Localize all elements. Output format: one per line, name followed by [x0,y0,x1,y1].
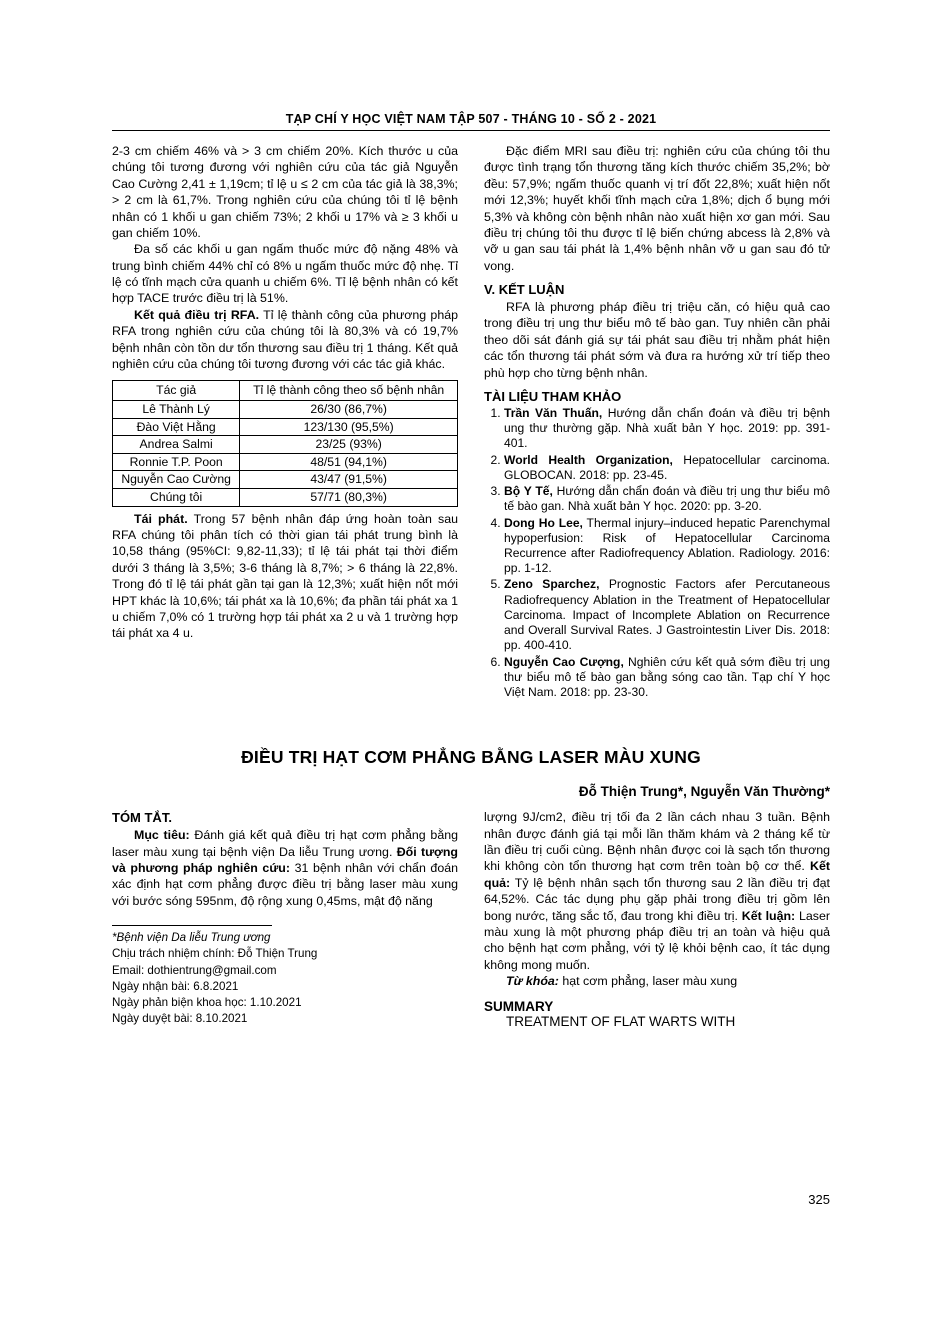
reference-author: Bộ Y Tế, [504,484,553,499]
reference-detail: Prognostic Factors afer Percutaneous Radiofrequency Ablation in the Treatment of Hepatocellular Carcinoma. Impact of Incomplete Ablation on Recurrence and Overall Survival Rates. J Gastrointestin Liver Dis. 2018: pp. 400-410. [504,577,830,653]
keywords-value: hạt cơm phẳng, laser màu xung [558,974,738,989]
reference-author: Trần Văn Thuấn, [504,405,603,420]
footnote-responsible-author: Chịu trách nhiệm chính: Đỗ Thiện Trung [112,947,318,961]
abstract-heading: TÓM TẮT. [112,810,172,826]
paragraph-lead: Mục tiêu: [134,828,190,843]
summary-title: TREATMENT OF FLAT WARTS WITH [506,1014,736,1030]
results-table [112,380,458,506]
table-cell-rate: 26/30 (86,7%) [240,400,458,418]
table-cell-author: Chúng tôi [113,489,240,507]
article-1-right-column [484,143,830,701]
reference-detail: Hướng dẫn chẩn đoán và điều trị bệnh ung thư thường gặp. Nhà xuất bản Y học. 2019: pp. 391-401. [504,405,831,451]
table-row [113,489,458,507]
paragraph: Đa số các khối u gan ngấm thuốc mức độ nặng 48% và trung bình chiếm 44% chỉ có 8% u ngấm thuốc mức độ nhẹ. Tỉ lệ có tĩnh mạch cửa quanh u chiếm 6%. Tỉ lệ bệnh nhân có kết hợp TACE trước điều trị là 51%. [112,242,458,306]
table-cell-author: Ronnie T.P. Poon [113,453,240,471]
reference-item [504,453,830,483]
reference-detail: Hướng dẫn chẩn đoán và điều trị ung thư biểu mô tế bào gan. Nhà xuất bản Y học. 2020: pp. 3-20. [504,484,830,514]
paragraph [112,511,458,642]
section-heading-references: TÀI LIỆU THAM KHẢO [484,388,622,404]
article-2-left-column [112,784,458,1027]
reference-author: Zeno Sparchez, [504,577,600,592]
table-row [113,436,458,454]
reference-item [504,516,830,577]
page-content [112,112,830,1029]
footnote-accepted-date: Ngày duyệt bài: 8.10.2021 [112,1012,248,1026]
paragraph-body: Tỷ lệ bệnh nhân sạch tổn thương sau 2 lần điều trị đạt 64,52%. Các tác dụng phụ gặp phải trong điều trị gồm lên bong nước, tăng sắc tố, đau trong khi điều trị. [484,875,830,923]
reference-item [504,577,830,653]
table-row [113,418,458,436]
footnote-review-date: Ngày phản biện khoa học: 1.10.2021 [112,996,302,1010]
paragraph-lead: Tái phát. [134,511,188,526]
keywords-line [484,973,830,989]
table-cell-rate: 23/25 (93%) [240,436,458,454]
reference-detail: Hepatocellular carcinoma. GLOBOCAN. 2018: pp. 23-45. [504,452,830,482]
paragraph-body: lượng 9J/cm2, điều trị tối đa 2 lần cách nhau 3 tuần. Bệnh nhân được đánh giá tại mỗi lần thăm khám và 2 tháng kể từ lần điều trị cuối cùng. Bệnh nhân được coi là sạch tổn thương khi không còn tổn thương hạt cơm trên toàn bộ cơ thể. [484,810,830,874]
table-cell-author: Andrea Salmi [113,436,240,454]
reference-item [504,406,830,452]
paragraph-body: Đánh giá kết quả điều trị hạt cơm phẳng bằng laser màu xung tại bệnh viện Da liễu Trung ương. [112,828,458,859]
footnote-email: Email: dothientrung@gmail.com [112,963,277,977]
paragraph-body: Laser màu xung là một phương pháp điều trị an toàn và hiệu quả cho bệnh hạt cơm phẳng, với tỷ lệ khỏi bệnh cao, ít tác dụng không mong muốn. [484,908,830,972]
table-cell-rate: 43/47 (91,5%) [240,471,458,489]
paragraph-body: Tỉ lệ thành công của phương pháp RFA trong nghiên cứu của chúng tôi là 80,3% và có 19,7% bệnh nhân còn tồn dư tổn thương sau điều trị 1 tháng. Kết quả nghiên cứu của chúng tôi tương đương với các tác giả khác. [112,307,458,371]
table-cell-rate: 48/51 (94,1%) [240,453,458,471]
table-cell-author: Lê Thành Lý [113,400,240,418]
reference-detail: Thermal injury–induced hepatic Parenchymal hypoperfusion: Risk of Hepatocellular Carcinoma Recurrence after Radiofrequency Ablation. Radiology. 2016: pp. 1-12. [504,515,831,576]
paragraph-lead: Kết luận: [741,908,796,923]
table-cell-author: Nguyễn Cao Cường [113,471,240,489]
footnote-affiliation: *Bệnh viện Da liễu Trung ương [112,931,271,945]
article-1-left-column [112,143,458,642]
article-1-columns [112,143,830,701]
footnote-block [112,919,458,1027]
paragraph [484,809,830,973]
table-header-row [113,381,458,401]
article-2-columns [112,784,830,1029]
article-2-right-column [484,784,830,1029]
table-row [113,453,458,471]
paragraph [112,827,458,909]
paragraph: 2-3 cm chiếm 46% và > 3 cm chiếm 20%. Kích thước u của chúng tôi tương đương với nghiên cứu của tác giả Nguyễn Cao Cường 2,41 ± 1,19cm; tỉ lệ u ≤ 2 cm của tác giả là 38,3%; > 2 cm là 61,7%. Trong nghiên cứu của chúng tôi tỉ lệ bệnh nhân có 1 khối u gan chiếm 73%; 2 khối u 17% và ≥ 3 khối u gan chiếm 10%. [112,144,458,240]
paragraph-body: Trong 57 bệnh nhân đáp ứng hoàn toàn sau RFA chúng tôi phân tích có thời gian tái phát trung bình là 10,58 tháng (95%CI: 9,82-11,33); tỉ lệ tái phát tại thời điểm dưới 3 tháng là 3,5%; 3-6 tháng là 8,7%; > 6 tháng là 22,8%. Trong đó tỉ lệ tái phát gần tại gan là 12,3%; xuất hiện nốt mới HPT khác là 10,6%; tái phát xa là 10,6%; đa phần tái phát xa 1 u chiếm 7,0% có 1 trường hợp tái phát xa 2 u và 1 trường hợp tái phát xa 4 u. [112,511,458,641]
summary-heading: SUMMARY [484,999,554,1015]
page-number: 325 [808,1192,830,1207]
paragraph: Đặc điểm MRI sau điều trị: nghiên cứu của chúng tôi thu được tình trạng tổn thương tăng kích thước chiếm 35,2%; bờ đều: 57,9%; ngấm thuốc quanh vị trí đốt 22,8%; xuất hiện nốt mới 12,3%; huyết khối tĩnh mạch cửa 1,8%; dịch ổ bụng mới 5,3% và không còn bệnh nhân nào xuất hiện xơ gan mới. Sau điều trị chúng tôi thu được tỉ lệ biến chứng abcess là 2,8% và vỡ u gan sau tái phát là 1,4% bệnh nhân vỡ u gan sau đó tử vong. [484,144,830,273]
table-header-cell: Tỉ lệ thành công theo số bệnh nhân [240,381,458,401]
running-head: TẠP CHÍ Y HỌC VIỆT NAM TẬP 507 - THÁNG 10 - SỐ 2 - 2021 [112,112,830,131]
footnote-rule [112,925,272,926]
reference-list [484,406,830,700]
paragraph-lead: Đối tượng và phương pháp nghiên cứu: [112,844,458,876]
reference-detail: Nghiên cứu kết quả sớm điều trị ung thư biểu mô tế bào gan bằng sóng cao tần. Tạp chí Y học Việt Nam. 2018: pp. 23-30. [504,654,831,700]
table-cell-author: Đào Việt Hằng [113,418,240,436]
article-2-authors: Đỗ Thiện Trung*, Nguyễn Văn Thường* [578,784,830,800]
keywords-label: Từ khóa: [506,974,559,989]
table-cell-rate: 57/71 (80,3%) [240,489,458,507]
reference-author: Nguyễn Cao Cượng, [504,654,624,669]
table-header-cell: Tác giả [113,381,240,401]
article-2-title: ĐIỀU TRỊ HẠT CƠM PHẲNG BẰNG LASER MÀU XUNG [241,747,701,768]
paragraph: RFA là phương pháp điều trị triệu căn, có hiệu quả cao trong điều trị ung thư biểu mô tế bào gan. Tuy nhiên cần phải theo dõi sát đánh giá sự tái phát sau điều trị nhằm phát hiện các tổn thương tái phát sớm và đưa ra hướng xử trí tiếp theo phù hợp cho từng bệnh nhân. [484,300,830,380]
reference-author: World Health Organization, [504,452,673,467]
table-row [113,400,458,418]
reference-item [504,655,830,701]
table-row [113,471,458,489]
reference-item [504,484,830,514]
table-cell-rate: 123/130 (95,5%) [240,418,458,436]
reference-author: Dong Ho Lee, [504,515,583,530]
paragraph-body: 31 bệnh nhân với chẩn đoán xác định hạt cơm phẳng được điều trị bằng laser màu xung với bước sóng 595nm, độ rộng xung 0,45ms, mật độ năng [112,861,459,908]
footnote-received-date: Ngày nhận bài: 6.8.2021 [112,979,239,993]
paragraph-lead: Kết quả: [484,859,830,890]
section-heading-conclusion: V. KẾT LUẬN [484,282,565,297]
paragraph [112,307,458,373]
paragraph-lead: Kết quả điều trị RFA. [134,307,260,322]
